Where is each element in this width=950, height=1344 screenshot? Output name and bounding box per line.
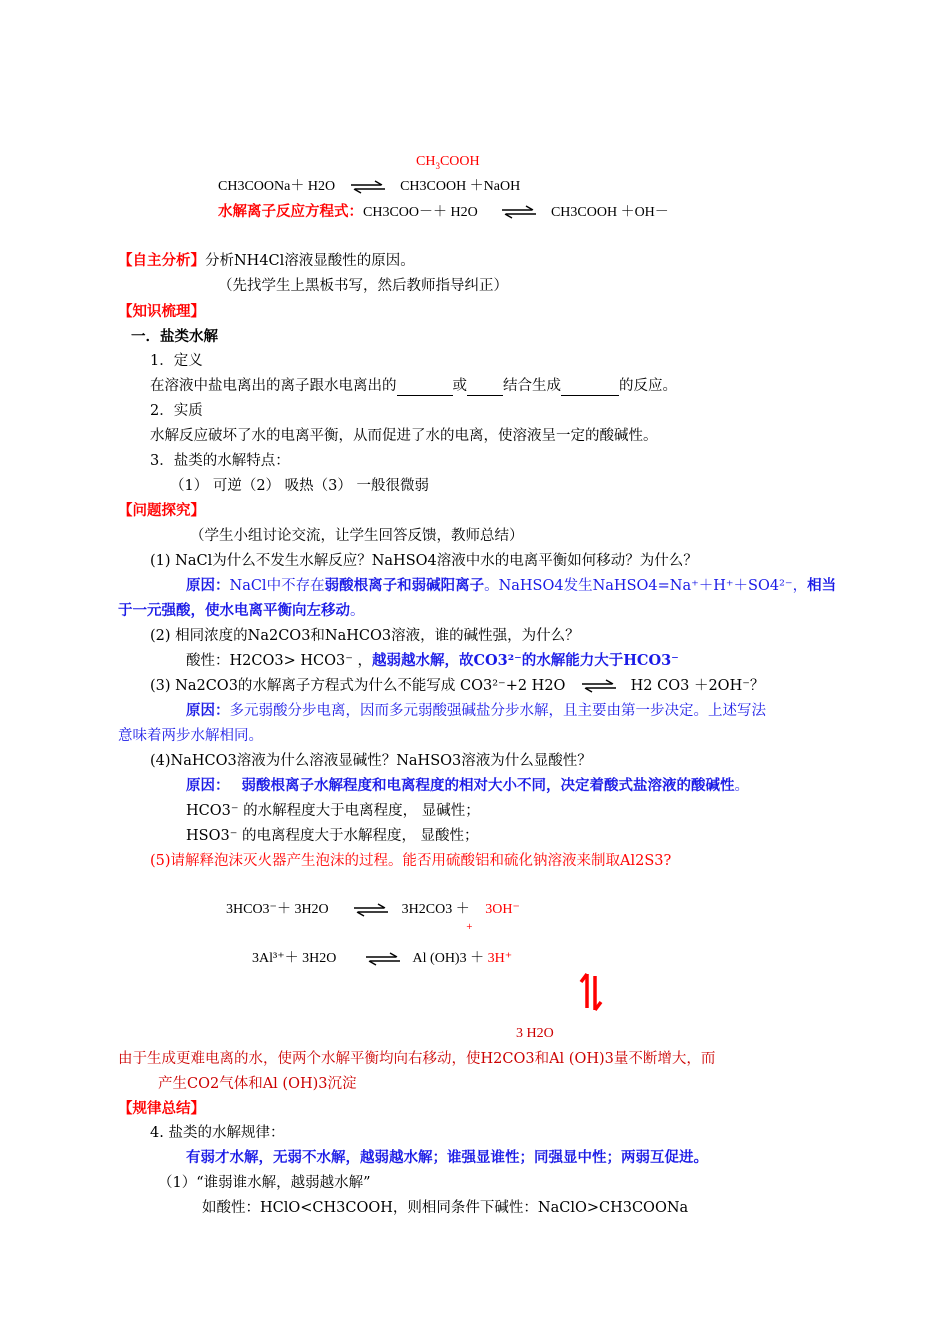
conclusion-2: 产生CO2气体和Al (OH)3沉淀	[158, 1076, 357, 1092]
reaction-2-rhs: Al (OH)3 ＋	[412, 951, 485, 966]
equilibrium-arrow-icon	[582, 679, 616, 693]
equation-1-rhs: CH3COOH ＋NaOH	[400, 179, 521, 194]
question-3-part2: H2 CO3 ＋2OH⁻？	[630, 678, 765, 694]
answer-4-end: 。	[734, 778, 749, 794]
answer-2-part2: 越弱越水解，故CO3²⁻的水解能力大于HCO3⁻	[371, 652, 679, 669]
definition-text-a: 在溶液中盐电离出的离子跟水电离出的	[150, 378, 397, 394]
item3-title: 3．盐类的水解特点：	[150, 453, 290, 469]
reaction-1-lhs: 3HCO3⁻＋ 3H2O	[226, 902, 329, 917]
equilibrium-arrow-icon	[502, 205, 536, 219]
equation-1	[218, 177, 520, 197]
definition-text-c: 结合生成	[503, 378, 561, 394]
question-4: (4)NaHCO3溶液为什么溶液显碱性？NaHSO3溶液为什么显酸性？	[150, 753, 592, 769]
question-3-part1: (3) Na2CO3的水解离子方程式为什么不能写成 CO3²⁻+2 H2O	[150, 678, 566, 694]
rules-sub1-text: 如酸性：HClO<CH3COOH，则相同条件下碱性：NaClO>CH3COONa	[202, 1200, 689, 1216]
self-analysis-text: 分析NH4Cl溶液显酸性的原因。	[205, 253, 415, 269]
answer-1-part1: NaCl中不存在	[229, 578, 325, 594]
rules-heading: 【规律总结】	[118, 1100, 205, 1117]
item1-definition	[150, 376, 677, 396]
answer-4	[186, 776, 749, 796]
question-5: (5)请解释泡沫灭火器产生泡沫的过程。能否用硫酸铝和硫化钠溶液来制取Al2S3?	[150, 853, 672, 869]
inquiry-heading: 【问题探究】	[118, 502, 205, 519]
item2-text: 水解反应破坏了水的电离平衡，从而促进了水的电离，使溶液呈一定的酸碱性。	[150, 428, 658, 444]
reaction-2	[252, 949, 512, 969]
product-label: $CH_3COOH$	[416, 154, 480, 171]
answer-1	[186, 576, 836, 596]
answer-3-label: 原因：	[186, 702, 230, 719]
equation-2-rhs: CH3COOH ＋OH－	[550, 205, 669, 220]
reaction-1	[226, 900, 520, 920]
equation-2-lhs: CH3COO－＋ H2O	[363, 205, 478, 220]
answer-4-label: 原因：	[186, 777, 230, 794]
self-analysis	[118, 251, 415, 271]
conclusion-1: 由于生成更难电离的水，使两个水解平衡均向右移动，使H2CO3和Al (OH)3量不断增大，而	[118, 1051, 716, 1067]
answer-2	[186, 651, 679, 671]
answer-3-text: 多元弱酸分步电离，因而多元弱酸强碱盐分步水解，且主要由第一步决定。上述写法	[229, 703, 766, 719]
blank-1	[397, 379, 453, 396]
equation-1-lhs: CH3COONa＋ H2O	[218, 179, 336, 194]
rules-sub1: （1）“谁弱谁水解，越弱越水解”	[158, 1175, 371, 1191]
answer-1-cont	[118, 601, 365, 621]
answer-4-line1: HCO3⁻ 的水解程度大于电离程度， 显碱性；	[186, 803, 480, 819]
water-product: 3 H2O	[516, 1026, 554, 1041]
reaction-2-hydrogen: 3H⁺	[487, 951, 513, 966]
equation-2	[218, 202, 669, 223]
answer-1-part5: 于一元强酸，使水电离平衡向左移动	[118, 602, 350, 619]
answer-2-part1: 酸性：H2CO3> HCO3⁻ ，	[186, 653, 372, 669]
vertical-equilibrium-arrow-icon	[578, 970, 604, 1014]
equilibrium-arrow-icon	[366, 952, 400, 966]
question-2: (2) 相同浓度的Na2CO3和NaHCO3溶液，谁的碱性强，为什么？	[150, 628, 580, 644]
reaction-1-rhs: 3H2CO3 ＋	[401, 902, 470, 917]
equilibrium-arrow-icon	[354, 903, 388, 917]
reaction-2-lhs: 3Al³⁺＋ 3H2O	[252, 951, 337, 966]
self-analysis-note: （先找学生上黑板书写，然后教师指导纠正）	[218, 278, 508, 294]
definition-text-b: 或	[452, 378, 467, 394]
answer-4-line2: HSO3⁻ 的电离程度大于水解程度， 显酸性；	[186, 828, 479, 844]
blank-3	[561, 379, 619, 396]
answer-4-text: 弱酸根离子水解程度和电离程度的相对大小不同，决定着酸式盐溶液的酸碱性	[241, 777, 735, 794]
section-title: 一．盐类水解	[131, 328, 218, 345]
item3-text: （1） 可逆（2） 吸热（3） 一般很微弱	[170, 478, 430, 494]
reaction-1-hydroxide: 3OH⁻	[485, 902, 520, 917]
answer-3	[186, 701, 766, 721]
rules-motto: 有弱才水解，无弱不水解，越弱越水解；谁强显谁性；同强显中性；两弱互促进。	[186, 1149, 708, 1166]
question-1: (1) NaCl为什么不发生水解反应？NaHSO4溶液中水的电离平衡如何移动？为什么？	[150, 553, 698, 569]
item1-title: 1．定义	[150, 353, 203, 369]
answer-1-part6: 。	[350, 603, 365, 619]
item2-title: 2．实质	[150, 403, 203, 419]
answer-3-cont: 意味着两步水解相同。	[118, 728, 263, 744]
tiny-plus: +	[466, 922, 473, 931]
rules-item4: 4. 盐类的水解规律：	[150, 1125, 285, 1141]
equation-2-label: 水解离子反应方程式：	[218, 203, 363, 220]
answer-1-part4: 相当	[807, 577, 837, 594]
self-analysis-heading: 【自主分析】	[118, 252, 205, 269]
definition-text-d: 的反应。	[619, 378, 677, 394]
equilibrium-arrow-icon	[351, 180, 385, 194]
question-3	[150, 676, 764, 696]
knowledge-heading: 【知识梳理】	[118, 303, 205, 320]
answer-1-part3: 。NaHSO4发生NaHSO4=Na⁺＋H⁺＋SO4²⁻，	[484, 578, 808, 594]
answer-1-part2: 弱酸根离子和弱碱阳离子	[324, 577, 485, 594]
answer-1-label: 原因：	[186, 577, 230, 594]
inquiry-note: （学生小组讨论交流，让学生回答反馈，教师总结）	[190, 528, 524, 544]
blank-2	[467, 379, 503, 396]
